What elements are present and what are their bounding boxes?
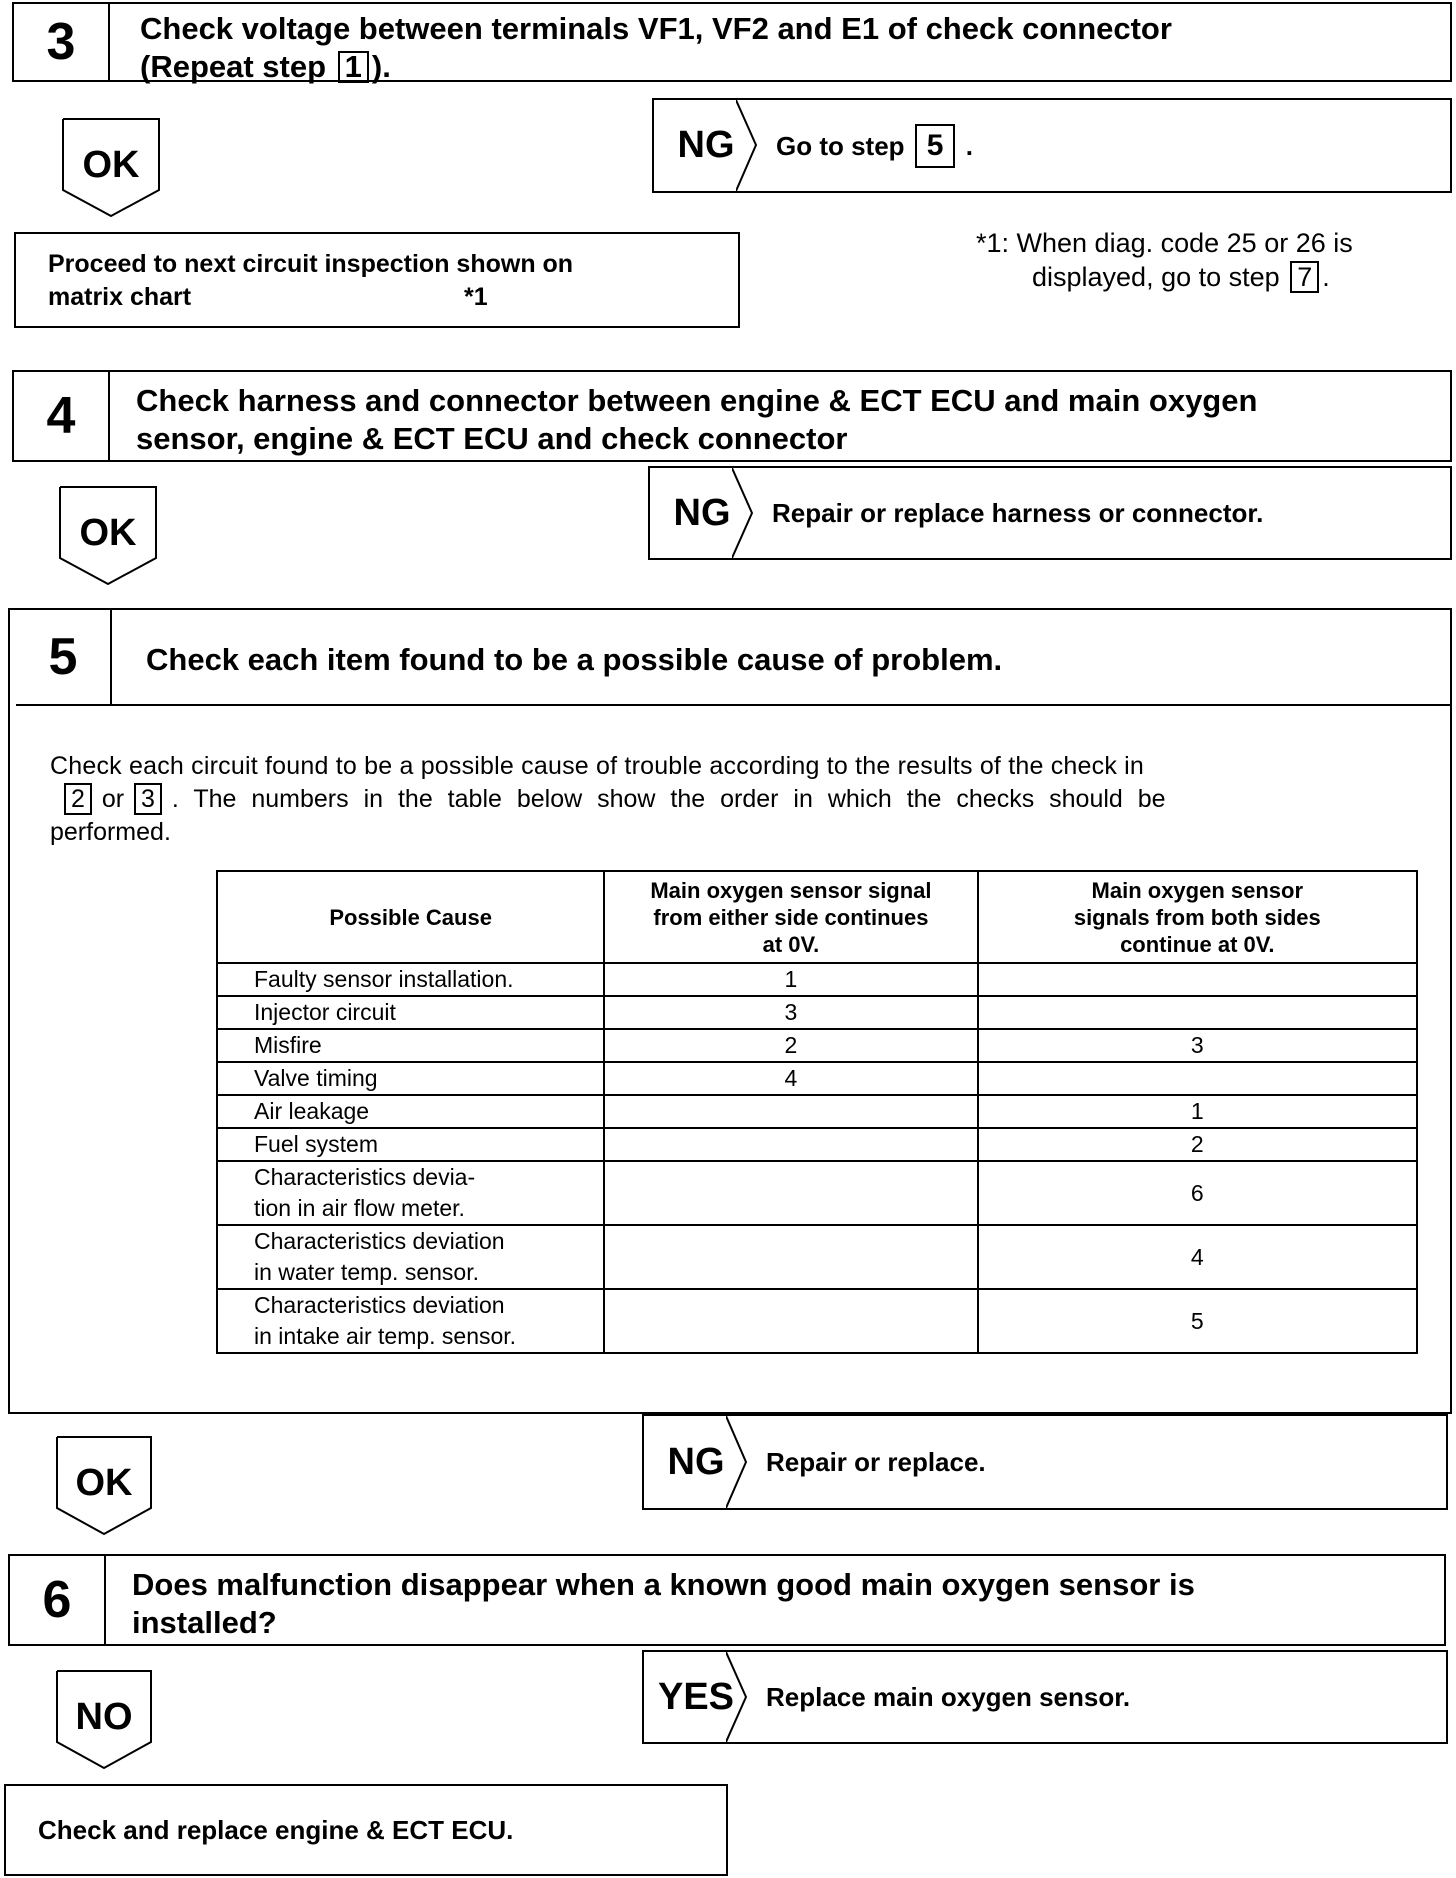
footnote-line2: displayed, go to step 7 . (1032, 262, 1330, 292)
step-title-line1: Check harness and connector between engine & ECT ECU and main oxygen (136, 383, 1258, 418)
intro-line2: 2 or 3 . The numbers in the table below show the order in which the checks should be (50, 783, 1430, 816)
table-row (217, 1095, 1417, 1128)
order-either-side: 3 (604, 996, 977, 1029)
order-both-sides (978, 996, 1417, 1029)
ng-label: NG (673, 491, 731, 534)
header-either-side: Main oxygen sensor signal from either side continues at 0V. (604, 871, 977, 963)
order-either-side (604, 1095, 977, 1128)
step-reference: 5 (915, 124, 956, 168)
order-both-sides: 3 (978, 1029, 1417, 1062)
tag-divider-chevron (726, 1652, 748, 1742)
possible-cause-table (216, 870, 1418, 1354)
step-title-line2: (Repeat step 1 ). (140, 49, 391, 84)
cause-text: Air leakage (254, 1098, 370, 1124)
cause-cell (217, 1095, 604, 1128)
table-row (217, 996, 1417, 1029)
ok-badge (59, 486, 157, 586)
final-action-box (4, 1784, 728, 1876)
table-header-row (217, 871, 1417, 963)
order-both-sides: 1 (978, 1095, 1417, 1128)
ng-label: NG (677, 124, 735, 166)
table-row (217, 1029, 1417, 1062)
footnote (976, 226, 1454, 294)
order-both-sides (978, 963, 1417, 996)
step-title (110, 372, 1450, 460)
order-either-side (604, 1225, 977, 1289)
intro-line3: performed. (50, 818, 171, 846)
no-label: NO (75, 1696, 133, 1738)
ng-action-text: Go to step 5 . (758, 124, 973, 168)
proceed-box (14, 232, 740, 328)
step-reference: 7 (1290, 261, 1319, 293)
step-6-header (8, 1554, 1446, 1646)
cause-text: Injector circuit (254, 999, 396, 1025)
table-row (217, 1225, 1417, 1289)
step-3-header (12, 2, 1452, 82)
ng-label: NG (667, 1440, 725, 1483)
tag-divider-chevron (732, 468, 754, 558)
order-either-side: 4 (604, 1062, 977, 1095)
step-number: 4 (14, 372, 110, 460)
cause-cell (217, 996, 604, 1029)
no-badge (56, 1670, 152, 1770)
ng-action-text: Repair or replace harness or connector. (772, 497, 1264, 528)
header-both-sides: Main oxygen sensor signals from both sides continue at 0V. (978, 871, 1417, 963)
table-row (217, 963, 1417, 996)
step-5-header (16, 610, 1450, 706)
step-reference: 2 (64, 783, 92, 815)
ng-tag (650, 468, 754, 558)
step-title (106, 1556, 1444, 1644)
step-title (110, 4, 1450, 84)
step-5-intro (50, 750, 1430, 849)
step-4-header (12, 370, 1452, 462)
order-either-side: 1 (604, 963, 977, 996)
step-title-line2: installed? (132, 1605, 277, 1640)
intro-line1: Check each circuit found to be a possible cause of trouble according to the results of the check in (50, 752, 1145, 780)
table-row (217, 1289, 1417, 1353)
header-possible-cause: Possible Cause (217, 871, 604, 963)
order-either-side (604, 1289, 977, 1353)
ng-result-box (652, 98, 1452, 193)
ng-result-box (642, 1414, 1448, 1510)
table-body (217, 963, 1417, 1353)
step-number: 5 (16, 610, 112, 704)
proceed-line2: matrix chart *1 (48, 281, 738, 314)
cause-text: in water temp. sensor. (254, 1259, 479, 1285)
cause-cell (217, 1062, 604, 1095)
step-number: 3 (14, 4, 110, 80)
cause-cell (217, 1029, 604, 1062)
order-either-side (604, 1128, 977, 1161)
cause-text: Misfire (254, 1032, 322, 1058)
table-row (217, 1161, 1417, 1225)
cause-cell (217, 1161, 604, 1225)
cause-cell (217, 963, 604, 996)
cause-text: Characteristics deviation (254, 1292, 505, 1318)
order-either-side (604, 1161, 977, 1225)
table-row (217, 1062, 1417, 1095)
final-action-text: Check and replace engine & ECT ECU. (38, 1814, 514, 1845)
step-5-panel (8, 608, 1452, 1414)
ng-tag (654, 100, 758, 191)
yes-result-box (642, 1650, 1448, 1744)
ok-label: OK (82, 144, 140, 186)
yes-label: YES (657, 1675, 735, 1718)
cause-text: Characteristics devia- (254, 1164, 476, 1190)
step-title: Check each item found to be a possible cause of problem. (146, 642, 1003, 677)
order-either-side: 2 (604, 1029, 977, 1062)
ng-tag (644, 1416, 748, 1508)
cause-text: tion in air flow meter. (254, 1195, 465, 1221)
yes-tag (644, 1652, 748, 1742)
step-reference: 1 (338, 51, 369, 83)
ng-result-box (648, 466, 1452, 560)
cause-cell (217, 1289, 604, 1353)
cause-text: Characteristics deviation (254, 1228, 505, 1254)
step-number: 6 (10, 1556, 106, 1644)
tag-divider-chevron (736, 100, 758, 191)
ng-action-text: Repair or replace. (766, 1446, 986, 1477)
footnote-marker: *1 (464, 283, 488, 311)
tag-divider-chevron (726, 1416, 748, 1508)
cause-cell (217, 1225, 604, 1289)
cause-text: Fuel system (254, 1131, 378, 1157)
order-both-sides: 4 (978, 1225, 1417, 1289)
table-row (217, 1128, 1417, 1161)
ok-label: OK (79, 512, 137, 554)
footnote-line1: *1: When diag. code 25 or 26 is (976, 228, 1353, 258)
ok-badge (56, 1436, 152, 1536)
order-both-sides: 2 (978, 1128, 1417, 1161)
proceed-line1: Proceed to next circuit inspection shown on (48, 250, 574, 278)
yes-action-text: Replace main oxygen sensor. (766, 1681, 1131, 1712)
step-title-line1: Does malfunction disappear when a known good main oxygen sensor is (132, 1567, 1195, 1602)
cause-text: Faulty sensor installation. (254, 966, 514, 992)
step-title-line2: sensor, engine & ECT ECU and check connector (136, 421, 848, 456)
step-title-line1: Check voltage between terminals VF1, VF2 and E1 of check connector (140, 11, 1172, 46)
cause-text: in intake air temp. sensor. (254, 1323, 517, 1349)
ok-label: OK (75, 1462, 133, 1504)
ok-badge (62, 118, 160, 218)
cause-text: Valve timing (254, 1065, 378, 1091)
order-both-sides: 5 (978, 1289, 1417, 1353)
step-reference: 3 (134, 783, 162, 815)
order-both-sides: 6 (978, 1161, 1417, 1225)
order-both-sides (978, 1062, 1417, 1095)
cause-cell (217, 1128, 604, 1161)
